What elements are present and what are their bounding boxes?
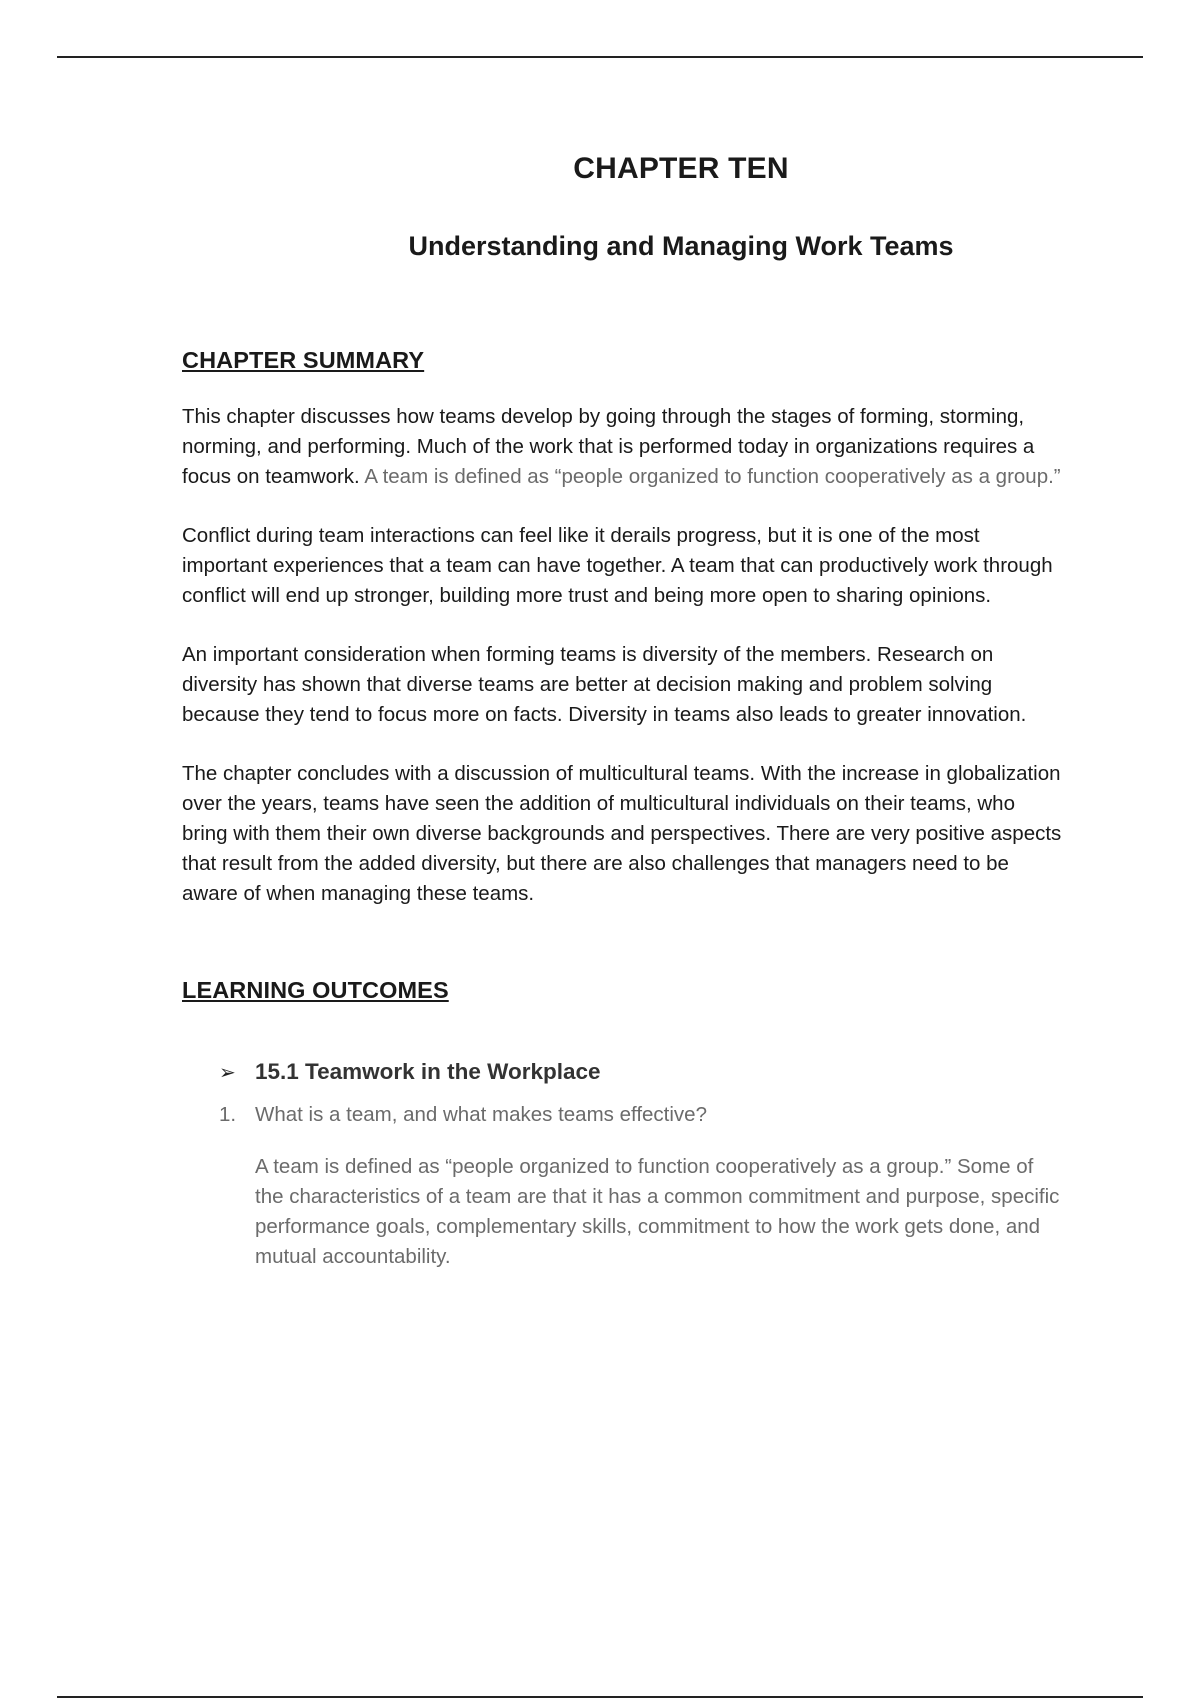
summary-paragraph-3: An important consideration when forming teams is diversity of the members. Research on diversity has shown that diverse teams are better at decision making and problem solving because they tend to focus more on facts. Diversity in teams also leads to greater innovation. — [182, 643, 1027, 726]
learning-outcomes-heading: LEARNING OUTCOMES — [182, 977, 449, 1003]
chapter-summary-heading: CHAPTER SUMMARY — [182, 347, 425, 373]
answer-text: A team is defined as “people organized to function cooperatively as a group.” Some of the characteristics of a team are that it has a common commitment and purpose, specific performance goals, complementary skills, commitment to how the work gets done, and mutual accountability. — [255, 1155, 1060, 1268]
summary-paragraph-4: The chapter concludes with a discussion of multicultural teams. With the increase in globalization over the years, teams have seen the addition of multicultural individuals on their teams, who bring with them their own diverse backgrounds and perspectives. There are very positive aspects that result from the added diversity, but there are also challenges that managers need to be aware of when managing these teams. — [182, 762, 1062, 905]
summary-paragraph-2: Conflict during team interactions can feel like it derails progress, but it is one of the most important experiences that a team can have together. A team that can productively work through conflict will end up stronger, building more trust and being more open to sharing opinions. — [182, 524, 1053, 607]
outcome-section-title: 15.1 Teamwork in the Workplace — [255, 1059, 601, 1084]
arrow-bullet-icon: ➢ — [219, 1061, 236, 1084]
outcome-section — [219, 1059, 1062, 1085]
summary-paragraph-1-main: This chapter discusses how teams develop by going through the stages of forming, storming, norming, and performing. Much of the work that is performed today in organizations requires a focus on teamwork. — [182, 405, 1035, 488]
chapter-subtitle: Understanding and Managing Work Teams — [408, 231, 954, 261]
chapter-title: CHAPTER TEN — [573, 152, 789, 185]
document-page — [182, 140, 1062, 1293]
top-rule — [57, 56, 1143, 58]
summary-paragraph-1-definition: A team is defined as “people organized to function cooperatively as a group.” — [364, 465, 1061, 488]
question-item — [219, 1103, 1062, 1127]
question-number: 1. — [219, 1103, 237, 1126]
summary-paragraph-1 — [182, 402, 1062, 492]
bottom-rule — [57, 1696, 1143, 1698]
question-text: What is a team, and what makes teams effective? — [255, 1103, 707, 1126]
